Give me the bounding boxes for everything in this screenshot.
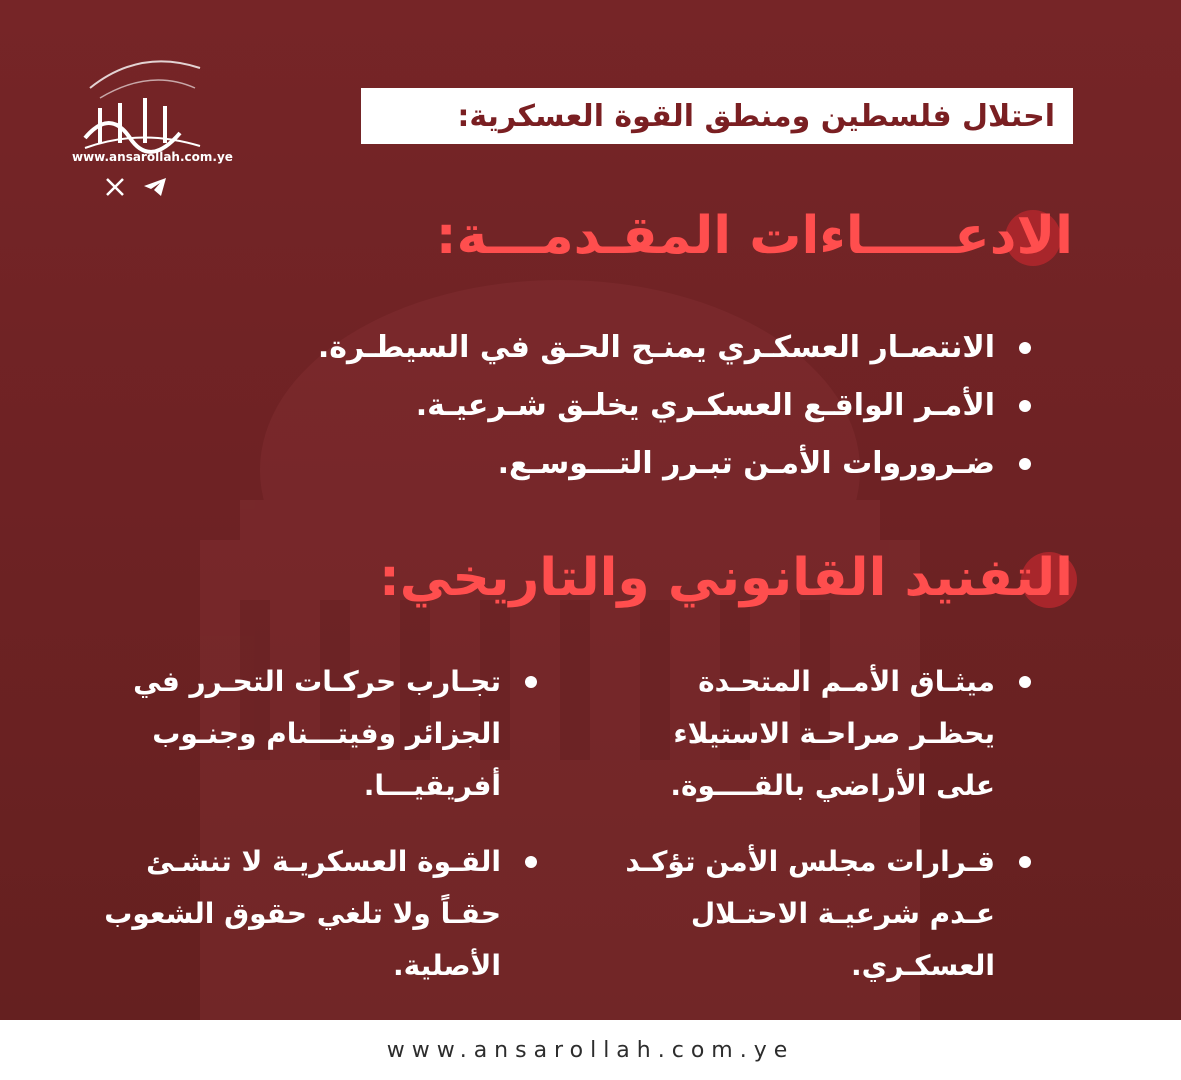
claims-heading: الادعـــــاءات المقـدمـــة:	[435, 206, 1073, 266]
footer-url[interactable]: www.ansarollah.com.ye	[386, 1037, 795, 1063]
bullet-icon	[1019, 856, 1031, 868]
rebuttal-list-2	[77, 656, 537, 812]
title-banner	[361, 88, 1073, 144]
bullet-icon	[525, 856, 537, 868]
list-item: الانتصـار العسكـري يمنـح الحـق في السيطـرة.	[318, 326, 1031, 384]
list-item: قـرارات مجلس الأمن تؤكـد عـدم شرعيـة الاحتـلال العسكـري.	[611, 836, 1031, 992]
page-title: احتلال فلسطين ومنطق القوة العسكرية:	[457, 98, 1055, 134]
rebuttal-heading: التفنيد القانوني والتاريخي:	[378, 548, 1073, 608]
telegram-icon[interactable]	[142, 176, 168, 198]
bullet-icon	[1019, 458, 1031, 470]
x-icon[interactable]	[104, 176, 126, 198]
list-item: الأمـر الواقـع العسكـري يخلـق شـرعيـة.	[318, 384, 1031, 442]
list-item: تجـارب حركـات التحـرر في الجزائر وفيتـــنام وجنـوب أفريقيـــا.	[77, 656, 537, 812]
bullet-icon	[1019, 676, 1031, 688]
logo-website: www.ansarollah.com.ye	[72, 150, 233, 164]
list-item: ميثـاق الأمـم المتحـدة يحظـر صراحـة الاستيلاء على الأراضي بالقــــوة.	[611, 656, 1031, 812]
claims-list	[318, 326, 1031, 500]
rebuttal-list-3	[611, 836, 1031, 992]
footer	[0, 1020, 1181, 1080]
list-item: ضـروروات الأمـن تبـرر التـــوسـع.	[318, 442, 1031, 500]
list-item: القـوة العسكريـة لا تنشـئ حقـاً ولا تلغي حقوق الشعوب الأصلية.	[77, 836, 537, 992]
bullet-icon	[1019, 400, 1031, 412]
rebuttal-list-4	[77, 836, 537, 992]
bullet-icon	[525, 676, 537, 688]
social-icons	[104, 176, 168, 198]
rebuttal-list-1	[611, 656, 1031, 812]
bullet-icon	[1019, 342, 1031, 354]
